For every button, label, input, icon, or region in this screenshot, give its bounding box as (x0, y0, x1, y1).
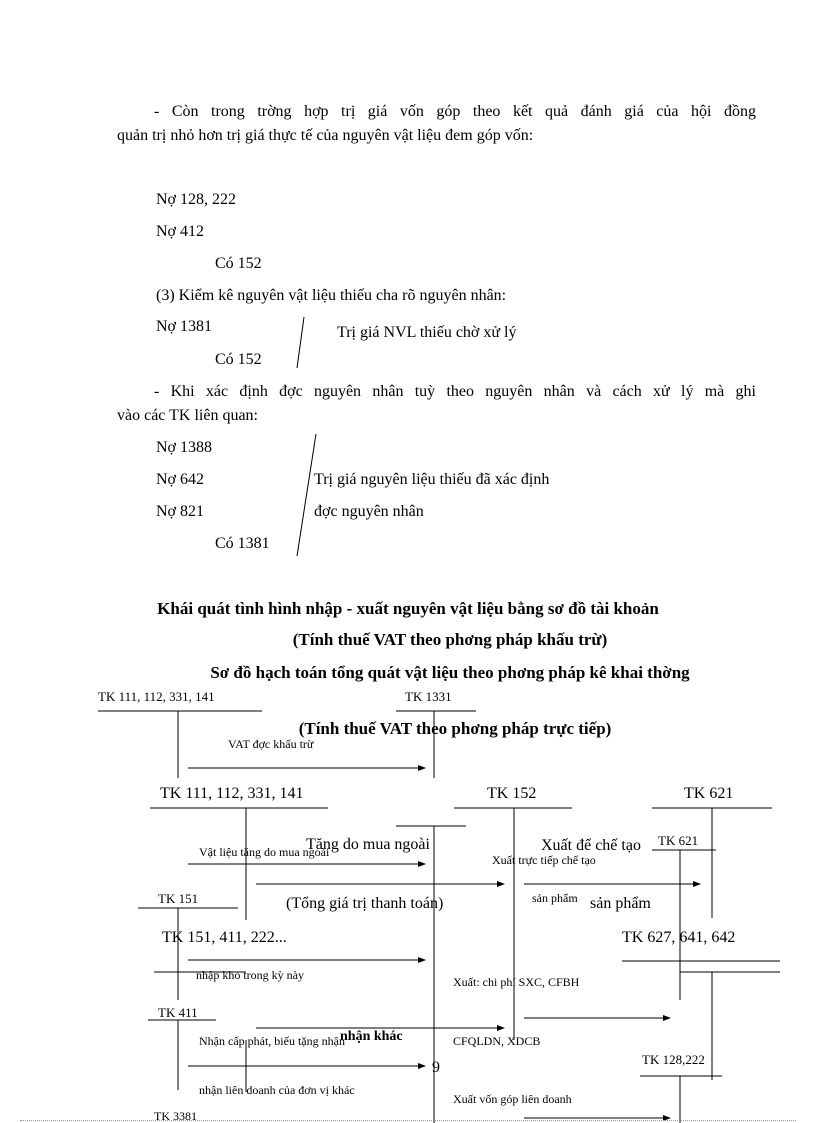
title-2: (Tính thuế VAT theo phơng pháp khấu trừ) (292, 630, 608, 649)
title-1: Khái quát tình hình nhập - xuất nguyên vật liệu bằng sơ đồ tài khoản (157, 599, 659, 618)
export-costs-label: Xuất: chi phí SXC, CFBH (453, 975, 580, 989)
product-big-label: sản phẩm (590, 895, 651, 912)
product-small-label: sản phẩm (532, 891, 578, 905)
entry3-debit-3: Nợ 821 (156, 503, 205, 520)
entry1-credit: Có 152 (215, 255, 262, 272)
entry3-note-1: Trị giá nguyên liệu thiếu đã xác định (314, 471, 550, 488)
tk-411: TK 411 (158, 1005, 198, 1020)
intro-line-2: quản trị nhỏ hơn trị giá thực tế của nguyên vật liệu đem góp vốn: (117, 127, 534, 144)
export-direct-label: Xuất trực tiếp chế tạo (492, 853, 596, 867)
cfqldn-label: CFQLDN, XDCB (453, 1034, 541, 1048)
joint-venture-receipt-label: nhận liên doanh của đơn vị khác (199, 1083, 355, 1097)
import-in-period-label: nhập kho trong kỳ này (196, 968, 304, 982)
slash-2 (297, 434, 316, 556)
total-payment-label: (Tổng giá trị thanh toán) (286, 895, 444, 912)
slash-1 (297, 317, 304, 368)
para2-line-1: - Khi xác định đợc nguyên nhân tuỳ theo nguyên nhân và cách xử lý mà ghi (154, 383, 756, 400)
entry2-note: Trị giá NVL thiếu chờ xử lý (337, 324, 517, 341)
tk-111-small: TK 111, 112, 331, 141 (98, 689, 215, 704)
title-4: (Tính thuế VAT theo phơng pháp trực tiếp) (298, 719, 612, 738)
page-bottom-rule (20, 1120, 796, 1121)
tk-152: TK 152 (487, 785, 537, 802)
receive-other-label: nhận khác (340, 1029, 403, 1044)
entry1-debit-2: Nợ 412 (156, 223, 205, 240)
vat-deduct-label: VAT đợc khấu trừ (228, 737, 314, 751)
para2-line-2: vào các TK liên quan: (117, 407, 258, 424)
entry2-debit: Nợ 1381 (156, 318, 213, 335)
tk-128-222: TK 128,222 (642, 1052, 705, 1067)
material-increase-label: Vật liệu tăng do mua ngoài (199, 845, 330, 859)
tk-621-big: TK 621 (684, 785, 734, 802)
tk-111-big: TK 111, 112, 331, 141 (160, 785, 304, 802)
entry3-credit: Có 1381 (215, 535, 270, 552)
intro-line-1: - Còn trong trờng hợp trị giá vốn góp theo kết quả đánh giá của hội đồng (154, 103, 756, 120)
entry3-note-2: đợc nguyên nhân (314, 503, 424, 520)
tk-151-small: TK 151 (158, 891, 199, 906)
entry3-debit-1: Nợ 1388 (156, 439, 213, 456)
increase-purchase-big: Tăng do mua ngoài (306, 836, 430, 853)
tk-3381: TK 3381 (154, 1109, 197, 1123)
entry3-debit-2: Nợ 642 (156, 471, 205, 488)
entry1-debit-1: Nợ 128, 222 (156, 191, 237, 208)
received-allocation-label: Nhận cấp phát, biếu tặng nhận (199, 1034, 345, 1048)
entry2-credit: Có 152 (215, 351, 262, 368)
section3-heading: (3) Kiểm kê nguyên vật liệu thiếu cha rõ nguyên nhân: (156, 287, 507, 304)
tk-1331: TK 1331 (405, 689, 452, 704)
page-number: 9 (432, 1059, 440, 1076)
export-production-big: Xuất để chế tạo (541, 837, 641, 854)
export-capital-label: Xuất vốn góp liên doanh (453, 1092, 572, 1106)
tk-627-group: TK 627, 641, 642 (622, 929, 736, 946)
title-3: Sơ đồ hạch toán tổng quát vật liệu theo phơng pháp kê khai thờng (210, 663, 690, 682)
tk-151-group: TK 151, 411, 222... (162, 929, 287, 946)
tk-621-small: TK 621 (658, 833, 699, 848)
